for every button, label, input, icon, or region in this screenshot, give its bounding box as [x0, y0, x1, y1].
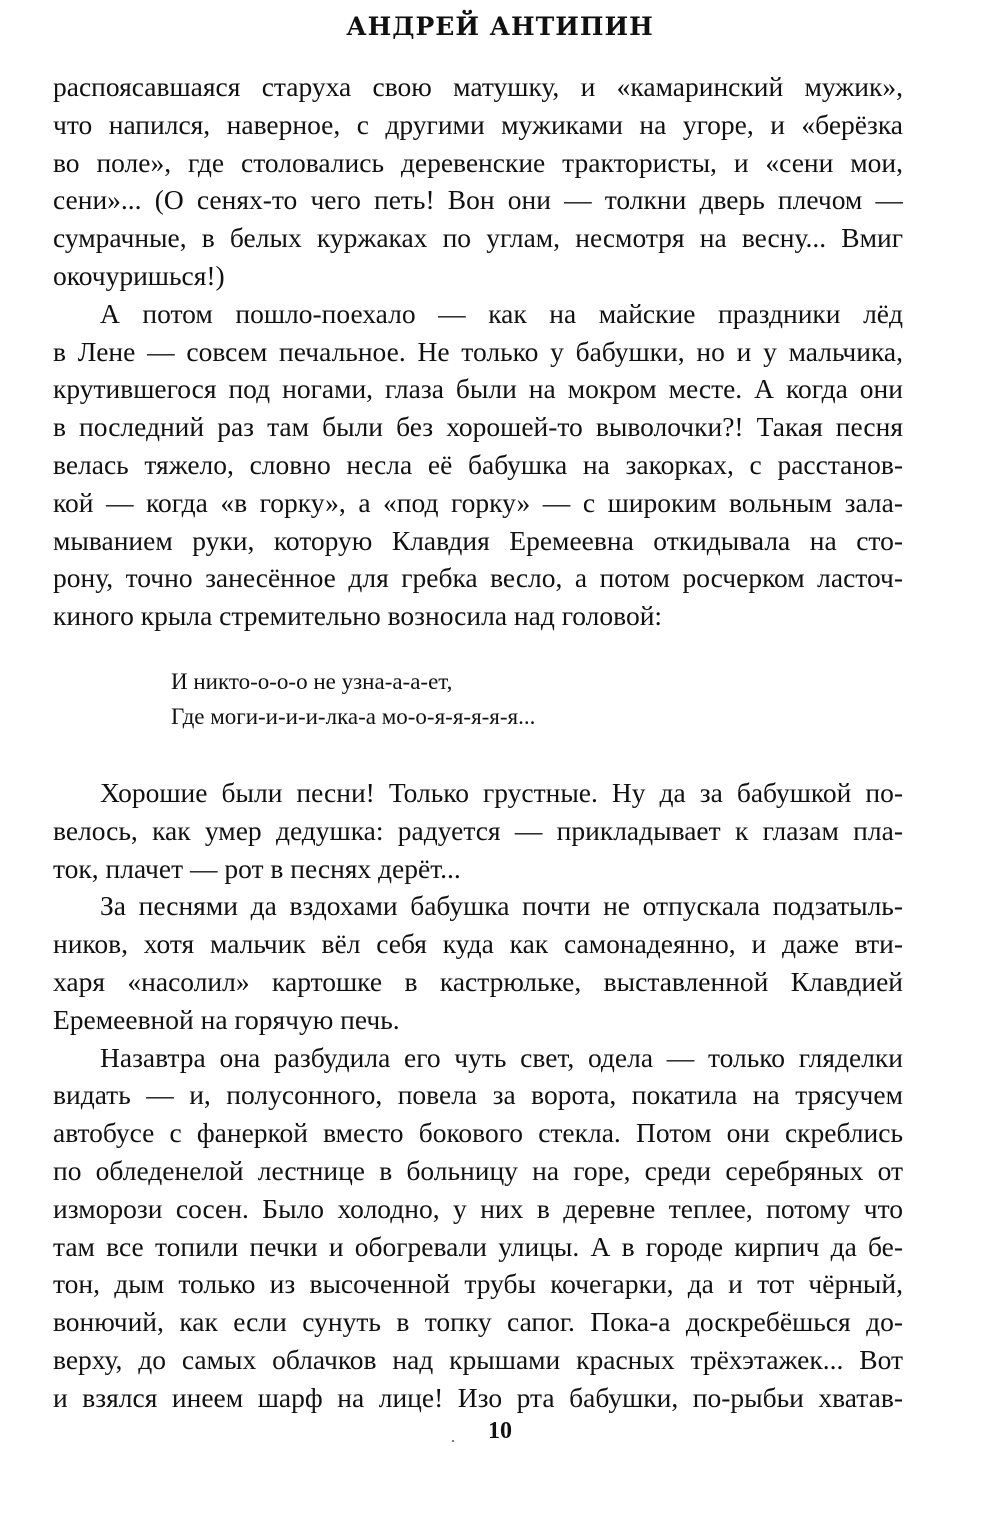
text-block-2	[53, 774, 903, 1417]
text-line: изморози сосен. Было холодно, у них в деревне теплее, потому что	[53, 1192, 903, 1224]
text-line: крутившегося под ногами, глаза были на мокром месте. А когда они	[53, 373, 903, 405]
text-line: в Лене — совсем печальное. Не только у бабушки, но и у мальчика,	[53, 335, 903, 367]
text-line: тон, дым только из высоченной трубы кочегарки, да и тот чёрный,	[53, 1268, 903, 1300]
text-line: в последний раз там были без хорошей-то выволочки?! Такая песня	[53, 411, 903, 443]
text-line: сени»... (О сенях-то чего петь! Вон они — толкни дверь плечом —	[53, 184, 903, 216]
text-line: во поле», где столовались деревенские трактористы, и «сени мои,	[53, 146, 903, 178]
text-line: Хорошие были песни! Только грустные. Ну да за бабушкой по-	[100, 777, 903, 808]
text-line: что напился, наверное, с другими мужиками на угоре, и «берёзка	[53, 108, 903, 140]
text-line: и взялся инеем шарф на лице! Изо рта бабушки, по-рыбьи хватав-	[53, 1381, 903, 1413]
text-line: велась тяжело, словно несла её бабушка на закорках, с расстанов-	[53, 448, 903, 480]
text-line: видать — и, полусонного, повела за ворота, покатила на трясучем	[53, 1079, 903, 1111]
text-line: распоясавшаяся старуха свою матушку, и «камаринский мужик»,	[53, 71, 903, 102]
text-line: А потом пошло-поехало — как на майские праздники лёд	[100, 297, 903, 329]
page-number: 10	[488, 1418, 512, 1444]
text-line: За песнями да вздохами бабушка почти не отпускала подзатыль-	[100, 890, 903, 922]
text-line: мыванием руки, которую Клавдия Еремеевна откидывала на сто-	[53, 524, 903, 556]
text-line: харя «насолил» картошке в кастрюльке, выставленной Клавдией	[53, 965, 903, 997]
text-block-1	[53, 68, 903, 635]
text-line: ников, хотя мальчик вёл себя куда как самонадеянно, и даже вти-	[53, 928, 903, 960]
text-line: окочуришься!)	[53, 259, 225, 291]
text-line: по обледенелой лестнице в больницу на горе, среди серебряных от	[53, 1154, 903, 1186]
text-line: Еремеевной на горячую печь.	[53, 1003, 400, 1035]
text-line: рону, точно занесённое для гребка весло, а потом росчерком ласточ-	[53, 562, 903, 594]
text-line: кой — когда «в горку», а «под горку» — с широким вольным зала-	[53, 486, 903, 518]
running-header: АНДРЕЙ АНТИПИН	[346, 12, 654, 41]
text-line: автобусе с фанеркой вместо бокового стекла. Потом они скреблись	[53, 1117, 903, 1149]
text-line: там все топили печки и обогревали улицы. А в городе кирпич да бе-	[53, 1230, 903, 1262]
text-line: сумрачные, в белых куржаках по углам, несмотря на весну... Вмиг	[53, 222, 903, 254]
text-line: киного крыла стремительно возносила над головой:	[53, 600, 663, 632]
text-line: ток, плачет — рот в песнях дерёт...	[53, 852, 461, 884]
text-line: вонючий, как если сунуть в топку сапог. Пока-а доскребёшься до-	[53, 1306, 903, 1338]
verse-line: Где моги-и-и-и-лка-а мо-о-я-я-я-я-я...	[171, 704, 536, 729]
text-line: велось, как умер дедушка: радуется — прикладывает к глазам пла-	[53, 814, 903, 846]
verse-line: И никто-о-о-о не узна-а-а-ет,	[171, 669, 453, 694]
text-line: Назавтра она разбудила его чуть свет, одела — только гляделки	[100, 1041, 903, 1073]
song-verse	[171, 664, 535, 734]
text-line: верху, до самых облачков над крышами красных трёхэтажек... Вот	[53, 1343, 903, 1375]
